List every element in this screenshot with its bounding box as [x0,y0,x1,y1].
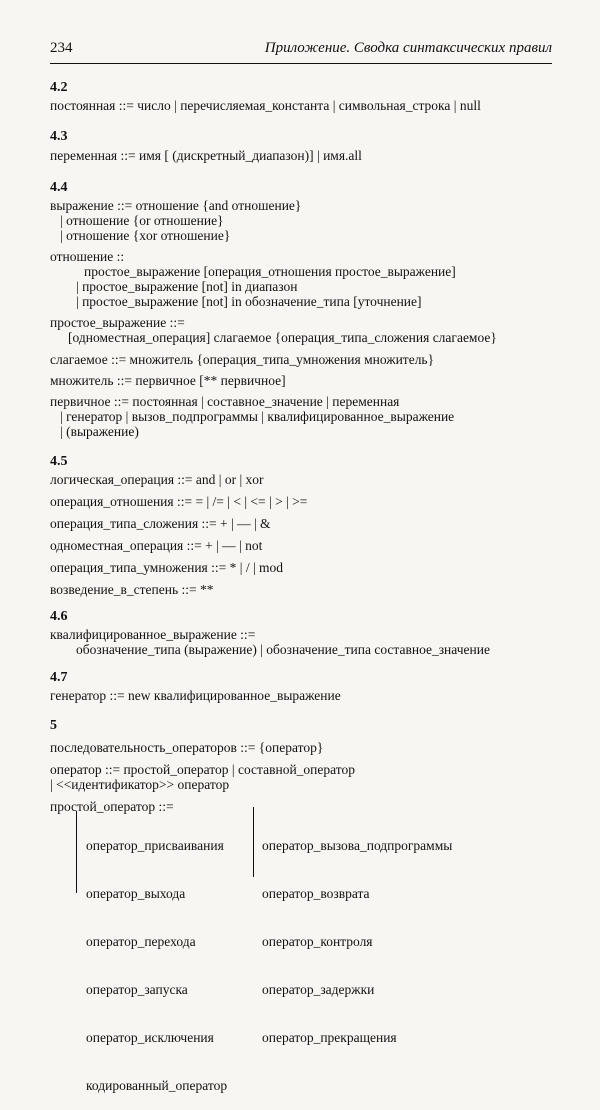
running-title: Приложение. Сводка синтаксических правил [264,40,552,56]
rule-unary-op: одноместная_операция ::= + | — | not [50,538,263,553]
rule-statement-sequence: последовательность_операторов ::= {оператор} [50,740,324,755]
simple-statement-list-left [86,806,227,1110]
rule-allocator: генератор ::= new квалифицированное_выражение [50,688,341,703]
page-header [50,40,552,62]
rule-relation-alt-2: | простое_выражение [not] in диапазон [76,279,298,294]
list-item: оператор_запуска [86,982,188,997]
rule-expression-alt-or: | отношение {or отношение} [60,213,224,228]
section-4-4: 4.4 [50,180,68,195]
rule-adding-op: операция_типа_сложения ::= + | — | & [50,516,271,531]
rule-primary-alt-2: | (выражение) [60,424,139,439]
rule-statement-alt: | <<идентификатор>> оператор [50,777,230,792]
rule-expression-alt-xor: | отношение {xor отношение} [60,228,231,243]
simple-statement-list-right [262,806,452,1062]
section-4-5: 4.5 [50,454,68,469]
rule-simple-expression: простое_выражение ::= [50,315,185,330]
rule-relation-alt-3: | простое_выражение [not] in обозначение_типа [уточнение] [76,294,422,309]
list-item: оператор_прекращения [262,1030,397,1045]
rule-factor: множитель ::= первичное [** первичное] [50,373,286,388]
rule-primary: первичное ::= постоянная | составное_значение | переменная [50,394,400,409]
list-item: оператор_исключения [86,1030,214,1045]
section-4-2: 4.2 [50,80,68,95]
rule-constant: постоянная ::= число | перечисляемая_константа | символьная_строка | null [50,98,481,113]
list-item: оператор_задержки [262,982,375,997]
list-item: оператор_перехода [86,934,196,949]
rule-qualified-expression: квалифицированное_выражение ::= [50,627,256,642]
list-item: оператор_возврата [262,886,370,901]
page-number: 234 [50,40,73,56]
section-5: 5 [50,718,57,733]
list-item: оператор_присваивания [86,838,224,853]
list-item: кодированный_оператор [86,1078,228,1093]
alternatives-bar-right [253,807,254,877]
rule-simple-statement: простой_оператор ::= [50,799,174,814]
section-4-3: 4.3 [50,129,68,144]
rule-expression: выражение ::= отношение {and отношение} [50,198,302,213]
rule-statement: оператор ::= простой_оператор | составной_оператор [50,762,356,777]
rule-relation-alt-1: простое_выражение [операция_отношения простое_выражение] [84,264,456,279]
rule-exponent-op: возведение_в_степень ::= ** [50,582,214,597]
list-item: оператор_вызова_подпрограммы [262,838,453,853]
rule-primary-alt-1: | генератор | вызов_подпрограммы | квалифицированное_выражение [60,409,455,424]
rule-relational-op: операция_отношения ::= = | /= | < | <= | > | >= [50,494,308,509]
list-item: оператор_выхода [86,886,186,901]
rule-relation: отношение :: [50,249,125,264]
rule-multiplying-op: операция_типа_умножения ::= * | / | mod [50,560,284,575]
rule-term: слагаемое ::= множитель {операция_типа_умножения множитель} [50,352,435,367]
rule-qualified-expression-body: обозначение_типа (выражение) | обозначение_типа составное_значение [76,642,490,657]
header-rule [50,63,552,64]
list-item: оператор_контроля [262,934,373,949]
section-4-6: 4.6 [50,609,68,624]
rule-simple-expression-body: [одноместная_операция] слагаемое {операция_типа_сложения слагаемое} [68,330,497,345]
rule-variable: переменная ::= имя [ (дискретный_диапазон)] | имя.all [50,148,362,163]
alternatives-bar-left [76,811,77,893]
section-4-7: 4.7 [50,670,68,685]
rule-logical-op: логическая_операция ::= and | or | xor [50,472,264,487]
